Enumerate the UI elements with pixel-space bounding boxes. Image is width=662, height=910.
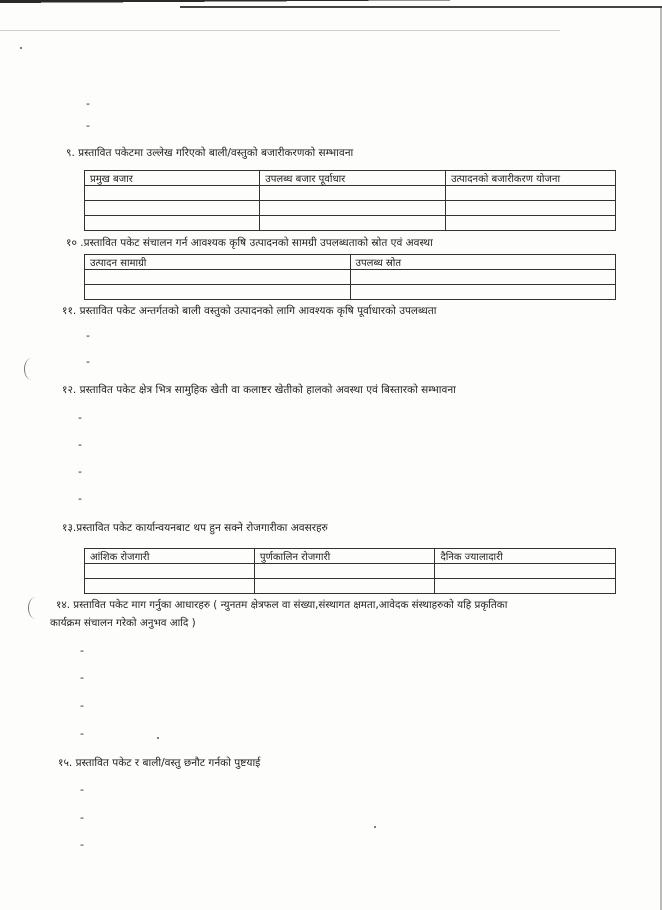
table-cell bbox=[85, 285, 351, 300]
table-cell bbox=[85, 564, 255, 579]
table-cell bbox=[435, 564, 616, 579]
table-cell bbox=[435, 579, 616, 594]
header-cell: उपलब्ध स्रोत bbox=[350, 255, 616, 270]
header-cell: दैनिक ज्यालादारी bbox=[435, 549, 616, 564]
table-cell bbox=[85, 270, 351, 285]
section-15-title: १५. प्रस्तावित पकेट र बाली/वस्तु छनौट गर्नको पुष्टयाई bbox=[58, 757, 261, 769]
section-9-title: ९. प्रस्तावित पकेटमा उल्लेख गरिएको बाली/वस्तुको बजारीकरणको सम्भावना bbox=[66, 147, 354, 159]
bullet-dash: - bbox=[78, 438, 82, 451]
bullet-dash: - bbox=[80, 838, 84, 851]
section-14-title: १४. प्रस्तावित पकेट माग गर्नुका आधारहरु ( न्युनतम क्षेत्रफल वा संख्या,संस्थागत क्षमता,आवेदक संस्थाहरुको यहि प्रकृतिका bbox=[56, 599, 508, 611]
header-cell: पुर्णकालिन रोजगारी bbox=[254, 549, 435, 564]
scan-faint-line bbox=[0, 30, 560, 31]
scan-speck bbox=[20, 47, 22, 49]
bullet-dash: - bbox=[80, 727, 84, 740]
table-cell bbox=[446, 201, 616, 216]
table-row bbox=[85, 255, 616, 270]
scan-speck bbox=[374, 826, 376, 828]
table-row bbox=[85, 186, 616, 201]
section-10-title: १० .प्रस्तावित पकेट संचालन गर्न आवश्यक कृषि उत्पादनको सामग्री उपलब्धताको स्रोत एवं अवस्था bbox=[66, 237, 433, 249]
header-cell: उत्पादनको बजारीकरण योजना bbox=[446, 171, 616, 186]
table-cell bbox=[350, 285, 616, 300]
scan-top-edge bbox=[0, 0, 662, 10]
section-13-table bbox=[84, 548, 616, 594]
bullet-dash: - bbox=[78, 492, 82, 505]
table-row bbox=[85, 216, 616, 231]
bullet-dash: - bbox=[86, 97, 90, 110]
bullet-dash: - bbox=[80, 671, 84, 684]
section-12-title: १२. प्रस्तावित पकेट क्षेत्र भित्र सामुहिक खेती वा कलाष्टर खेतीको हालको अवस्था एवं बिस्तारको सम्भावना bbox=[62, 384, 456, 396]
bullet-dash: - bbox=[86, 329, 90, 342]
bullet-dash: - bbox=[86, 355, 90, 368]
scan-speck bbox=[157, 737, 159, 739]
table-cell bbox=[254, 564, 435, 579]
bullet-dash: - bbox=[78, 465, 82, 478]
punch-hole-mark bbox=[24, 358, 39, 380]
table-cell bbox=[260, 186, 446, 201]
bullet-dash: - bbox=[78, 411, 82, 424]
table-cell bbox=[446, 186, 616, 201]
table-row bbox=[85, 564, 616, 579]
table-cell bbox=[85, 186, 260, 201]
bullet-dash: - bbox=[80, 811, 84, 824]
table-cell bbox=[260, 201, 446, 216]
table-cell bbox=[85, 216, 260, 231]
table-row bbox=[85, 549, 616, 564]
section-14-title-continuation: कार्यक्रम संचालन गरेको अनुभव आदि ) bbox=[50, 617, 196, 629]
bullet-dash: - bbox=[80, 699, 84, 712]
table-row bbox=[85, 270, 616, 285]
scan-top-edge-line bbox=[180, 6, 662, 8]
header-cell: उत्पादन सामाग्री bbox=[85, 255, 351, 270]
table-cell bbox=[446, 216, 616, 231]
header-cell: आंशिक रोजगारी bbox=[85, 549, 255, 564]
section-11-title: ११. प्रस्तावित पकेट अन्तर्गतको बाली वस्तुको उत्पादनको लागि आवश्यक कृषि पूर्वाधारको उपलब्धता bbox=[62, 305, 437, 317]
section-9-table bbox=[84, 170, 616, 231]
table-row bbox=[85, 201, 616, 216]
header-cell: उपलब्ध बजार पूर्वाधार bbox=[260, 171, 446, 186]
bullet-dash: - bbox=[86, 119, 90, 132]
table-row bbox=[85, 579, 616, 594]
table-row bbox=[85, 171, 616, 186]
bullet-dash: - bbox=[80, 783, 84, 796]
bullet-dash: - bbox=[80, 644, 84, 657]
table-cell bbox=[260, 216, 446, 231]
section-10-table bbox=[84, 254, 616, 300]
section-13-title: १३.प्रस्तावित पकेट कार्यान्वयनबाट थप हुन सक्ने रोजगारीका अवसरहरु bbox=[62, 522, 328, 534]
table-row bbox=[85, 285, 616, 300]
table-cell bbox=[350, 270, 616, 285]
table-cell bbox=[254, 579, 435, 594]
header-cell: प्रमुख बजार bbox=[85, 171, 260, 186]
punch-hole-mark bbox=[28, 597, 43, 619]
table-cell bbox=[85, 201, 260, 216]
table-cell bbox=[85, 579, 255, 594]
